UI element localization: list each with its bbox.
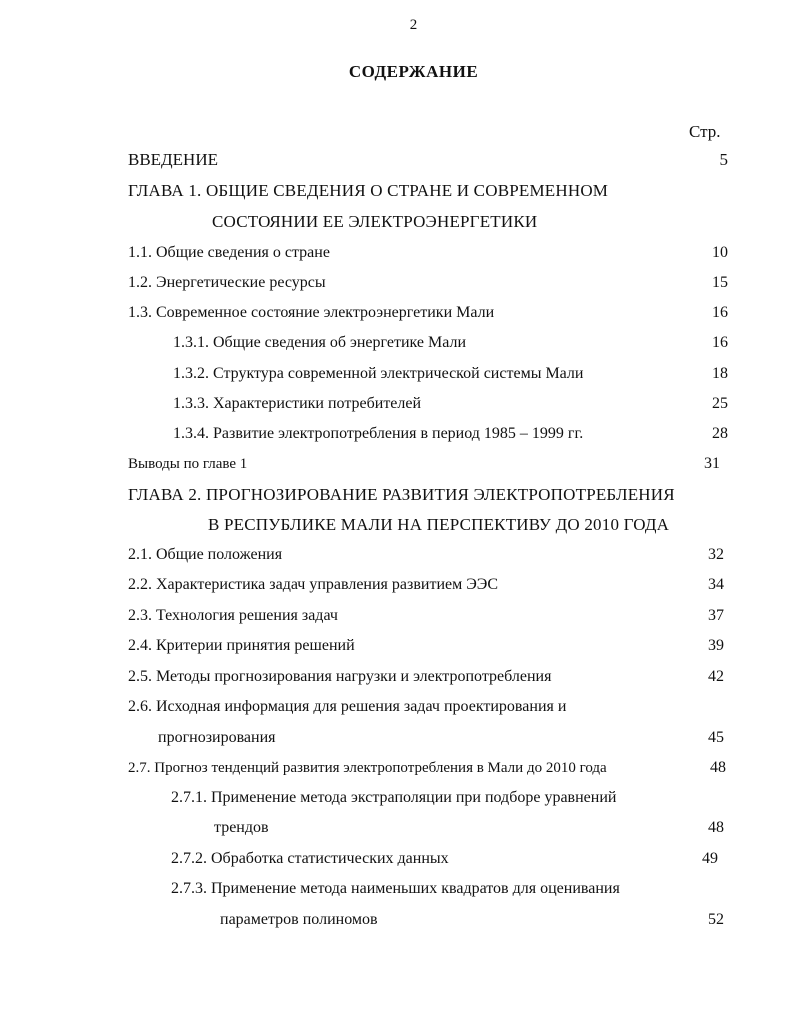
toc-entry-page: 34 — [708, 576, 724, 593]
toc-entry-2-7-1[interactable] — [0, 783, 799, 813]
toc-entry-page: 37 — [708, 607, 724, 624]
toc-entry-page: 10 — [712, 244, 728, 261]
toc-entry-2-1[interactable] — [0, 540, 799, 570]
toc-entry-text: 2.4. Критерии принятия решений — [128, 637, 355, 654]
toc-entry-text: 1.2. Энергетические ресурсы — [128, 274, 326, 291]
toc-entry-text: трендов — [214, 819, 269, 836]
toc-entry-text: 1.3.1. Общие сведения об энергетике Мали — [173, 334, 467, 351]
toc-entry-chapter-1[interactable] — [0, 176, 799, 206]
toc-entry-text: СОСТОЯНИИ ЕЕ ЭЛЕКТРОЭНЕРГЕТИКИ — [212, 212, 538, 231]
toc-entry-page: 25 — [712, 395, 728, 412]
toc-entry-2-3[interactable] — [0, 601, 799, 631]
toc-entry-page: 42 — [708, 668, 724, 685]
toc-entry-text: 2.5. Методы прогнозирования нагрузки и электропотребления — [128, 668, 552, 685]
toc-entry-page: 5 — [719, 150, 728, 169]
toc-entry-2-7-2[interactable] — [0, 844, 799, 874]
toc-entry-text: 1.1. Общие сведения о стране — [128, 244, 330, 261]
toc-entry-1-3-3[interactable] — [0, 389, 799, 419]
toc-entry-text: 2.7.2. Обработка статистических данных — [171, 850, 449, 867]
toc-entry-text: 2.7.1. Применение метода экстраполяции при подборе уравнений — [171, 789, 617, 806]
toc-entry-1-2[interactable] — [0, 268, 799, 298]
toc-entry-page: 48 — [708, 819, 724, 836]
toc-entry-2-7-1-cont[interactable] — [0, 813, 799, 843]
toc-entry-text: Выводы по главе 1 — [128, 456, 248, 472]
toc-entry-2-5[interactable] — [0, 662, 799, 692]
toc-entry-1-3-1[interactable] — [0, 328, 799, 358]
toc-entry-text: В РЕСПУБЛИКЕ МАЛИ НА ПЕРСПЕКТИВУ ДО 2010 ГОДА — [208, 515, 670, 534]
toc-entry-page: 49 — [702, 850, 718, 867]
toc-entry-page: 31 — [704, 455, 720, 472]
toc-entry-page: 16 — [712, 304, 728, 321]
toc-entry-introduction[interactable] — [0, 145, 799, 175]
toc-entry-page: 48 — [710, 759, 726, 776]
toc-entry-2-4[interactable] — [0, 631, 799, 661]
toc-entry-page: 45 — [708, 729, 724, 746]
toc-entry-text: 1.3.4. Развитие электропотребления в период 1985 – 1999 гг. — [173, 425, 584, 442]
toc-entry-text: 2.3. Технология решения задач — [128, 607, 338, 624]
toc-entry-text: 2.7. Прогноз тенденций развития электропотребления в Мали до 2010 года — [128, 760, 607, 776]
toc-entry-text: 2.1. Общие положения — [128, 546, 283, 563]
toc-entry-1-1[interactable] — [0, 238, 799, 268]
toc-entry-text: 1.3.2. Структура современной электрической системы Мали — [173, 365, 584, 382]
toc-entry-page: 39 — [708, 637, 724, 654]
toc-entry-2-7-3-cont[interactable] — [0, 905, 799, 935]
toc-entry-text: ГЛАВА 2. ПРОГНОЗИРОВАНИЕ РАЗВИТИЯ ЭЛЕКТРОПОТРЕБЛЕНИЯ — [128, 485, 675, 504]
toc-entry-text: ГЛАВА 1. ОБЩИЕ СВЕДЕНИЯ О СТРАНЕ И СОВРЕМЕННОМ — [128, 181, 609, 200]
toc-entry-chapter-2-cont[interactable] — [0, 510, 799, 540]
toc-entry-text: 2.7.3. Применение метода наименьших квадратов для оценивания — [171, 880, 620, 897]
page-number: 2 — [409, 17, 418, 33]
toc-entry-page: 16 — [712, 334, 728, 351]
toc-entry-1-3[interactable] — [0, 298, 799, 328]
toc-entry-text: 2.6. Исходная информация для решения задач проектирования и — [128, 698, 567, 715]
toc-entry-page: 28 — [712, 425, 728, 442]
toc-entry-page: 32 — [708, 546, 724, 563]
toc-entry-chapter-1-cont[interactable] — [0, 207, 799, 237]
toc-entry-conclusions-1[interactable] — [0, 449, 799, 479]
toc-entry-text: 2.2. Характеристика задач управления развитием ЭЭС — [128, 576, 499, 593]
toc-entry-2-2[interactable] — [0, 570, 799, 600]
toc-entry-text: прогнозирования — [158, 729, 276, 746]
toc-entry-text: ВВЕДЕНИЕ — [128, 150, 218, 169]
toc-entry-page: 15 — [712, 274, 728, 291]
page-title: СОДЕРЖАНИЕ — [348, 62, 479, 81]
toc-entry-page: 18 — [712, 365, 728, 382]
toc-entry-1-3-4[interactable] — [0, 419, 799, 449]
toc-entry-2-6-cont[interactable] — [0, 723, 799, 753]
toc-entry-1-3-2[interactable] — [0, 359, 799, 389]
toc-entry-text: 1.3. Современное состояние электроэнергетики Мали — [128, 304, 495, 321]
toc-entry-page: 52 — [708, 911, 724, 928]
toc-entry-text: параметров полиномов — [220, 911, 378, 928]
toc-entry-chapter-2[interactable] — [0, 480, 799, 510]
toc-entry-2-7[interactable] — [0, 753, 799, 783]
toc-entry-text: 1.3.3. Характеристики потребителей — [173, 395, 422, 412]
page-column-label: Стр. — [689, 122, 721, 141]
toc-entry-2-7-3[interactable] — [0, 874, 799, 904]
toc-entry-2-6[interactable] — [0, 692, 799, 722]
